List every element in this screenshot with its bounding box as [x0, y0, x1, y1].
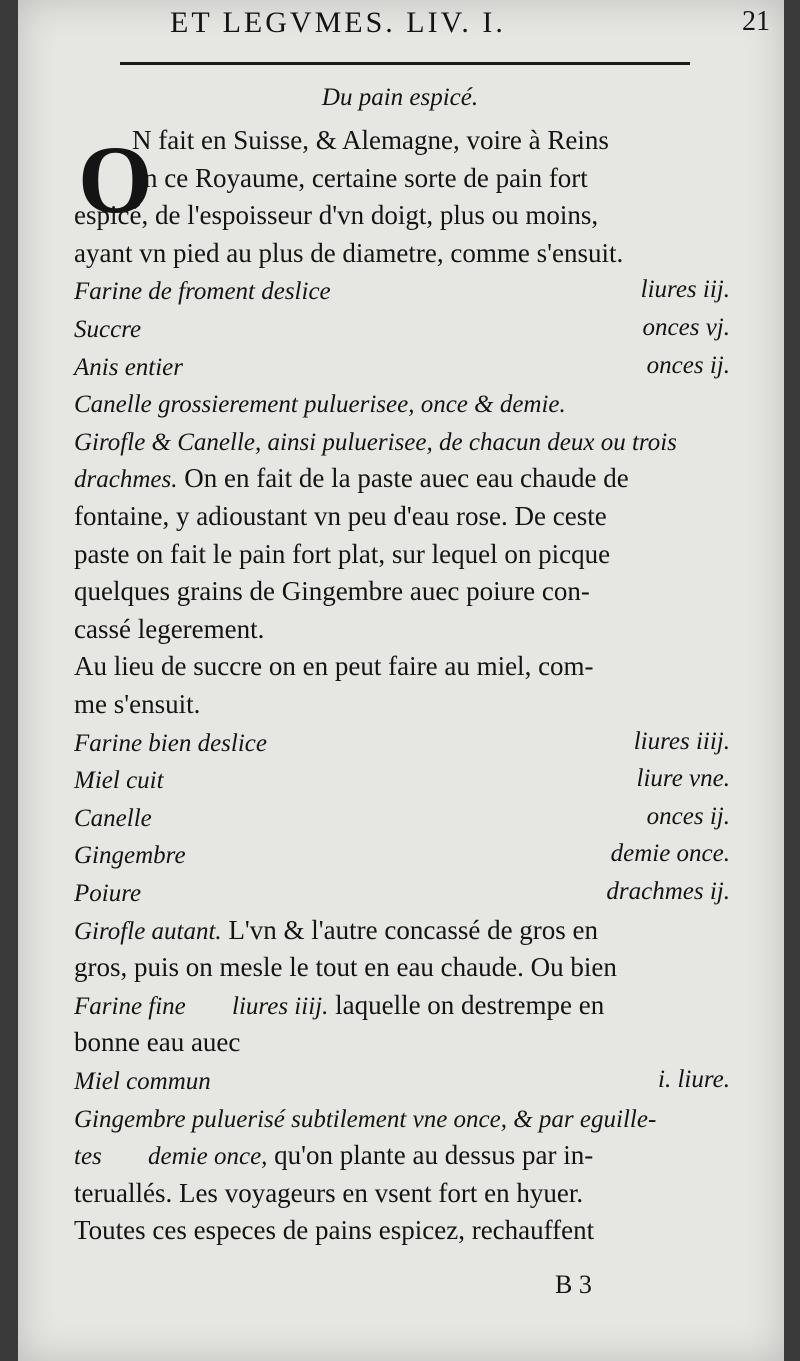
header-rule	[120, 62, 690, 65]
italic-text: drachmes.	[74, 466, 178, 494]
quantity: demie once.	[610, 840, 730, 868]
text-line	[74, 536, 730, 572]
text-line	[74, 1100, 730, 1138]
ingredient: Miel cuit	[74, 767, 164, 795]
text-line	[74, 1212, 730, 1248]
text-line	[74, 573, 730, 609]
roman-text: Toutes ces especes de pains espicez, rechauffent	[74, 1215, 595, 1246]
roman-text: Au lieu de succre on en peut faire au miel, com-	[74, 651, 594, 682]
ingredient: Farine de froment deslice	[74, 278, 331, 306]
text-line: espicé, de l'espoisseur d'vn doigt, plus ou moins,	[74, 200, 599, 231]
text-line	[74, 912, 730, 950]
text-line	[74, 611, 730, 647]
roman-text: paste on fait le pain fort plat, sur lequel on picque	[74, 538, 611, 569]
italic-text: Girofle autant.	[74, 917, 222, 945]
italic-text: demie once,	[141, 1143, 268, 1171]
recipe-row	[74, 272, 730, 310]
signature-mark: B 3	[555, 1270, 592, 1299]
text-line	[74, 648, 730, 684]
text-line	[74, 1137, 730, 1175]
roman-text: cassé legerement.	[74, 613, 265, 644]
quantity: onces ij.	[646, 802, 730, 830]
recipe-note	[74, 385, 730, 423]
quantity: liure vne.	[636, 765, 730, 793]
text-line	[74, 686, 730, 722]
quantity: onces vj.	[642, 314, 730, 341]
quantity: drachmes ij.	[606, 878, 730, 905]
text-line	[74, 498, 730, 534]
italic-text: Gingembre puluerisé subtilement vne once, & par eguille-	[74, 1105, 657, 1133]
quantity: liures iiij.	[633, 727, 730, 755]
text-line	[74, 987, 730, 1025]
text-line	[74, 460, 730, 498]
quantity: onces ij.	[646, 351, 730, 379]
roman-text: teruallés. Les voyageurs en vsent fort en hyuer.	[74, 1177, 584, 1208]
text-line: ayant vn pied au plus de diametre, comme s'ensuit.	[74, 237, 624, 268]
roman-text: quelques grains de Gingembre auec poiure con-	[74, 576, 590, 607]
italic-text: Miel commun	[74, 1068, 211, 1095]
recipe-row	[74, 836, 730, 874]
italic-text: Farine fine	[74, 992, 186, 1020]
drop-capital: O	[78, 126, 153, 233]
roman-text: qu'on plante au dessus par in-	[267, 1140, 594, 1171]
recipe-note	[74, 423, 730, 461]
roman-text: On en fait de la paste auec eau chaude de	[177, 463, 629, 494]
text-line: N fait en Suisse, & Alemagne, voire à Reins	[132, 125, 609, 155]
ingredient: Farine bien deslice	[74, 729, 267, 757]
ingredient: Canelle	[74, 804, 152, 832]
roman-text: laquelle on destrempe en	[328, 989, 605, 1020]
text-line	[74, 949, 730, 985]
italic-text: tes	[74, 1143, 102, 1171]
roman-text: fontaine, y adioustant vn peu d'eau rose. De ceste	[74, 501, 607, 531]
recipe-row	[74, 799, 730, 837]
page-number: 21	[742, 6, 770, 37]
roman-text: gros, puis on mesle le tout en eau chaude. Ou bien	[74, 952, 617, 983]
ingredient: Succre	[74, 316, 142, 343]
recipe-row	[74, 348, 730, 386]
text-line	[74, 1062, 730, 1100]
recipe-row	[74, 874, 730, 912]
italic-text: liures iiij.	[225, 992, 329, 1020]
recipe-row	[74, 724, 730, 762]
ingredient: Gingembre	[74, 842, 186, 870]
recipe-text: Canelle grossierement puluerisee, once & demie.	[74, 391, 566, 419]
ingredient: Poiure	[74, 880, 142, 907]
recipe-text: Girofle & Canelle, ainsi puluerisee, de chacun deux ou trois	[74, 428, 677, 456]
running-title: ET LEGVMES. LIV. I.	[170, 6, 506, 39]
recipe-row	[74, 761, 730, 799]
running-header	[170, 6, 770, 46]
section-title: Du pain espicé.	[321, 84, 479, 111]
text-line	[74, 1024, 730, 1060]
text-line: en ce Royaume, certaine sorte de pain fort	[132, 162, 588, 193]
quantity: liures iij.	[640, 276, 730, 304]
roman-text: me s'ensuit.	[74, 689, 201, 719]
roman-text: bonne eau auec	[74, 1027, 241, 1058]
recipe-row	[74, 310, 730, 348]
text-line	[74, 1175, 730, 1211]
ingredient: Anis entier	[74, 353, 184, 381]
quantity: i. liure.	[658, 1066, 730, 1093]
roman-text: L'vn & l'autre concassé de gros en	[221, 914, 599, 945]
